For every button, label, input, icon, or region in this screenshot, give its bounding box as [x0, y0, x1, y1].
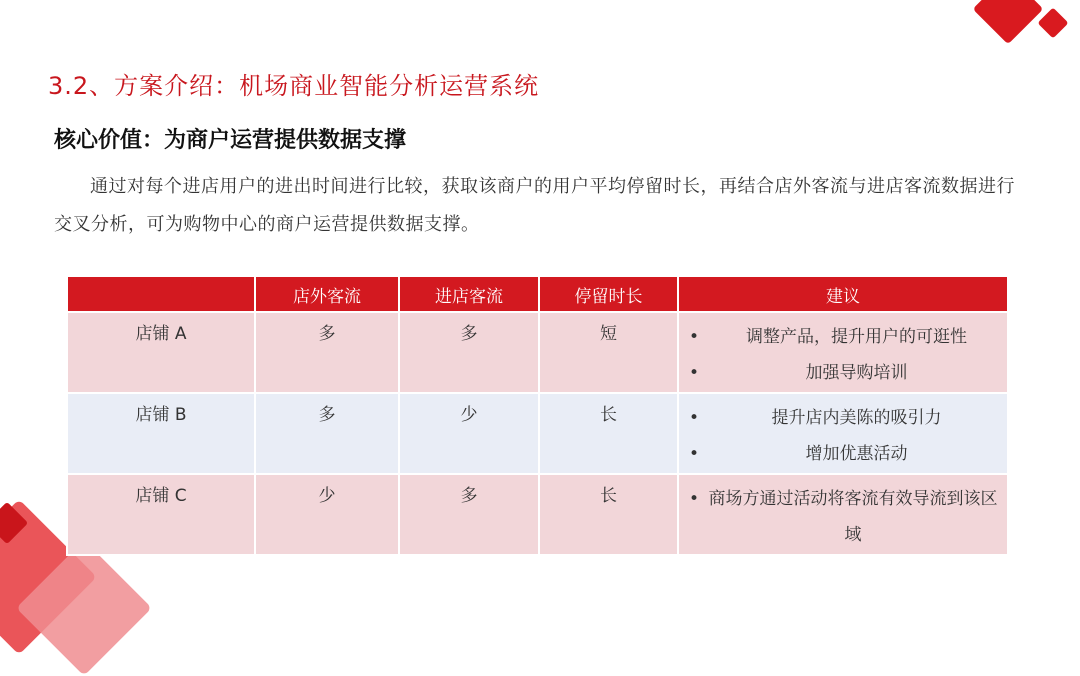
- header-blank: [67, 276, 255, 312]
- inside-flow-value: 多: [399, 474, 539, 555]
- suggestion-item: • 调整产品，提升用户的可逛性: [707, 319, 1006, 355]
- store-name: 店铺 A: [67, 312, 255, 393]
- table-row: [67, 474, 1008, 555]
- suggestion-item: • 提升店内美陈的吸引力: [707, 400, 1006, 436]
- header-stay-duration: 停留时长: [539, 276, 678, 312]
- table-row: [67, 312, 1008, 393]
- outside-flow-value: 多: [255, 312, 399, 393]
- header-outside-flow: 店外客流: [255, 276, 399, 312]
- outside-flow-value: 多: [255, 393, 399, 474]
- suggestion-item: • 加强导购培训: [707, 355, 1006, 391]
- inside-flow-value: 少: [399, 393, 539, 474]
- stay-duration-value: 短: [539, 312, 678, 393]
- corner-diamond-large: [973, 0, 1044, 44]
- header-inside-flow: 进店客流: [399, 276, 539, 312]
- stay-duration-value: 长: [539, 474, 678, 555]
- inside-flow-value: 多: [399, 312, 539, 393]
- suggestion-cell: [678, 474, 1008, 555]
- store-name: 店铺 C: [67, 474, 255, 555]
- outside-flow-value: 少: [255, 474, 399, 555]
- description-paragraph: 通过对每个进店用户的进出时间进行比较，获取该商户的用户平均停留时长，再结合店外客流与进店客流数据进行交叉分析，可为购物中心的商户运营提供数据支撑。: [54, 176, 1015, 235]
- store-analysis-table: [66, 275, 1009, 556]
- stay-duration-value: 长: [539, 393, 678, 474]
- table-row: [67, 393, 1008, 474]
- suggestion-item: • 增加优惠活动: [707, 436, 1006, 472]
- suggestion-cell: [678, 393, 1008, 474]
- store-name: 店铺 B: [67, 393, 255, 474]
- corner-diamond-small: [1037, 7, 1068, 38]
- suggestion-item: • 商场方通过活动将客流有效导流到该区域: [707, 481, 999, 553]
- header-suggestion: 建议: [678, 276, 1008, 312]
- suggestion-cell: [678, 312, 1008, 393]
- slide-title: 3.2、方案介绍：机场商业智能分析运营系统: [48, 72, 540, 100]
- table-header-row: [67, 276, 1008, 312]
- section-subtitle: 核心价值：为商户运营提供数据支撑: [54, 128, 407, 153]
